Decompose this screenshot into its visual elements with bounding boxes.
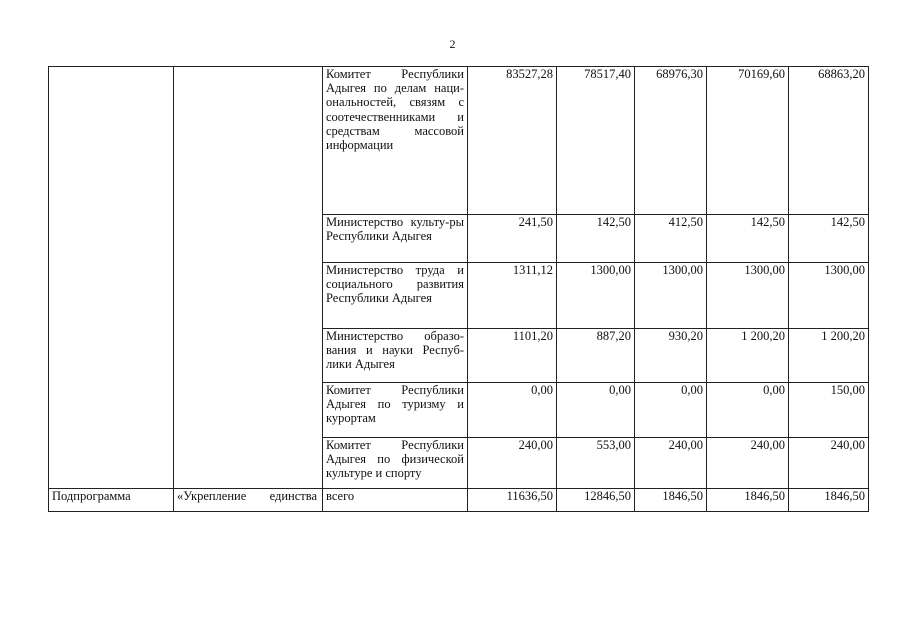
subprogram-label: Подпрограмма — [49, 489, 174, 512]
value-cell: 241,50 — [468, 215, 557, 263]
value-cell: 0,00 — [468, 383, 557, 438]
empty-cell-col1 — [49, 67, 174, 489]
value-cell: 1300,00 — [789, 263, 869, 329]
page-number: 2 — [449, 37, 456, 51]
value-cell: 0,00 — [557, 383, 635, 438]
value-cell: 12846,50 — [557, 489, 635, 512]
value-cell: 0,00 — [635, 383, 707, 438]
value-cell: 1846,50 — [707, 489, 789, 512]
table-row — [49, 67, 869, 215]
value-cell: 1 200,20 — [707, 329, 789, 383]
value-cell: 553,00 — [557, 438, 635, 489]
value-cell: 1101,20 — [468, 329, 557, 383]
org-cell: Министерство образо-вания и науки Респуб-лики Адыгея — [323, 329, 468, 383]
org-cell: Министерство культу-ры Республики Адыгея — [323, 215, 468, 263]
value-cell: 1311,12 — [468, 263, 557, 329]
value-cell: 1300,00 — [557, 263, 635, 329]
budget-table — [48, 66, 869, 512]
empty-cell-col2 — [174, 67, 323, 489]
value-cell: 150,00 — [789, 383, 869, 438]
value-cell: 142,50 — [707, 215, 789, 263]
value-cell: 240,00 — [635, 438, 707, 489]
org-cell: Комитет Республики Адыгея по делам наци-ональностей, связям с соотечественниками и средствам массовой информации — [323, 67, 468, 215]
value-cell: 68863,20 — [789, 67, 869, 215]
subprogram-scope: всего — [323, 489, 468, 512]
value-cell: 1846,50 — [789, 489, 869, 512]
value-cell: 1300,00 — [635, 263, 707, 329]
subprogram-row — [49, 489, 869, 512]
org-cell: Комитет Республики Адыгея по туризму и курортам — [323, 383, 468, 438]
subprogram-title-word2: единства — [269, 489, 317, 503]
value-cell: 68976,30 — [635, 67, 707, 215]
value-cell: 0,00 — [707, 383, 789, 438]
value-cell: 240,00 — [468, 438, 557, 489]
value-cell: 240,00 — [789, 438, 869, 489]
value-cell: 240,00 — [707, 438, 789, 489]
value-cell: 1300,00 — [707, 263, 789, 329]
org-cell: Комитет Республики Адыгея по физической культуре и спорту — [323, 438, 468, 489]
value-cell: 887,20 — [557, 329, 635, 383]
value-cell: 70169,60 — [707, 67, 789, 215]
value-cell: 83527,28 — [468, 67, 557, 215]
org-cell: Министерство труда и социального развития Республики Адыгея — [323, 263, 468, 329]
value-cell: 142,50 — [789, 215, 869, 263]
value-cell: 142,50 — [557, 215, 635, 263]
subprogram-title-word1: «Укрепление — [177, 489, 247, 503]
subprogram-title — [174, 489, 323, 512]
value-cell: 930,20 — [635, 329, 707, 383]
value-cell: 412,50 — [635, 215, 707, 263]
value-cell: 78517,40 — [557, 67, 635, 215]
value-cell: 1846,50 — [635, 489, 707, 512]
value-cell: 1 200,20 — [789, 329, 869, 383]
value-cell: 11636,50 — [468, 489, 557, 512]
